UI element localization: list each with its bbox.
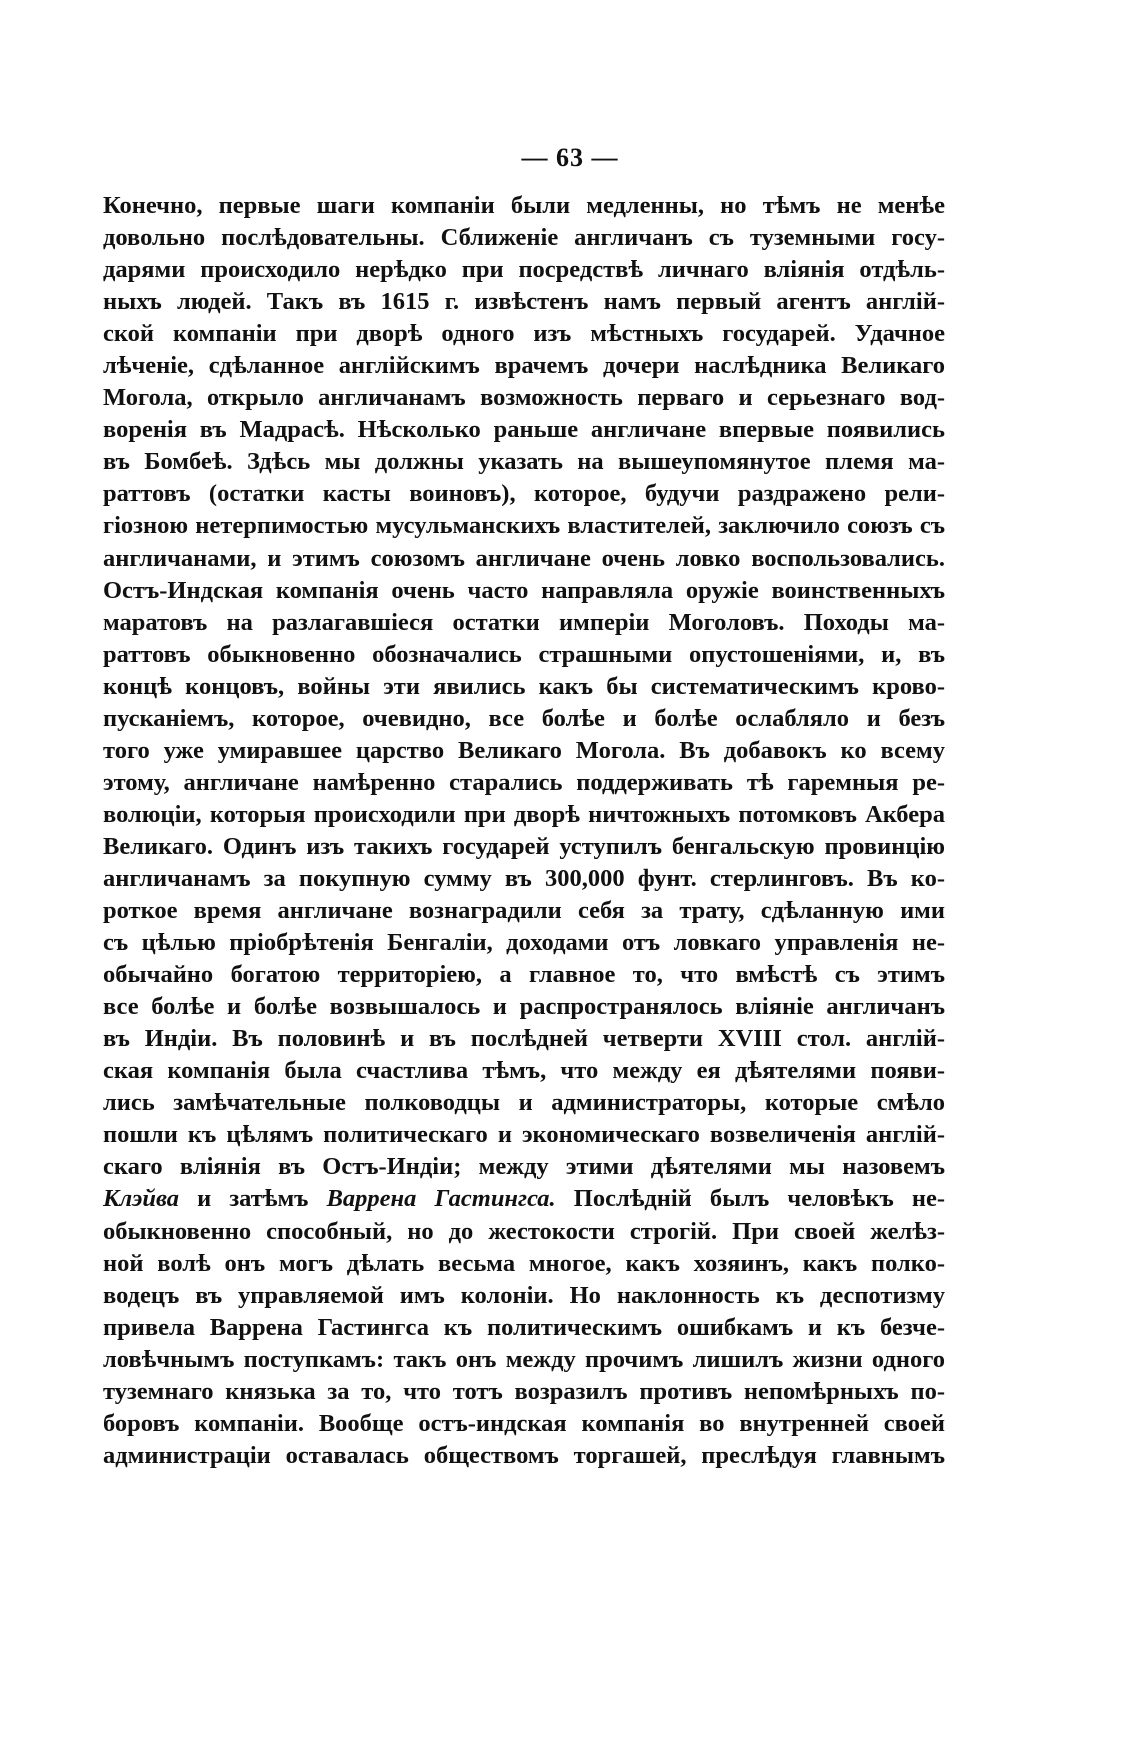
text-line: все болѣе и болѣе возвышалось и распространялось вліяніе англичанъ xyxy=(103,993,945,1021)
text-line: съ цѣлью пріобрѣтенія Бенгаліи, доходами отъ ловкаго управленія не- xyxy=(103,929,945,957)
text-line: туземнаго князька за то, что тотъ возразилъ противъ непомѣрныхъ по- xyxy=(103,1377,945,1405)
text-line: воренія въ Мадрасѣ. Нѣсколько раньше англичане впервые появились xyxy=(103,416,945,444)
text-segment: и затѣмъ xyxy=(178,1185,327,1213)
text-line: раттовъ (остатки касты воиновъ), которое, будучи раздражено рели- xyxy=(103,480,945,508)
text-line: лись замѣчательные полководцы и администраторы, которые смѣло xyxy=(103,1089,945,1117)
text-line: гіозною нетерпимостью мусульманскихъ властителей, заключило союзъ съ xyxy=(103,512,945,540)
text-line: довольно послѣдовательны. Сближеніе англичанъ съ туземными госу- xyxy=(103,224,945,252)
text-line: въ Индіи. Въ половинѣ и въ послѣдней четверти XVIII стол. англій- xyxy=(103,1025,945,1053)
text-line: пошли къ цѣлямъ политическаго и экономическаго возвеличенія англій- xyxy=(103,1121,945,1149)
text-line: раттовъ обыкновенно обозначались страшными опустошеніями, и, въ xyxy=(103,640,945,668)
text-line: Могола, открыло англичанамъ возможность перваго и серьезнаго вод- xyxy=(103,384,945,412)
text-line: лѣченіе, сдѣланное англійскимъ врачемъ дочери наслѣдника Великаго xyxy=(103,352,945,380)
text-line: концѣ концовъ, войны эти явились какъ бы систематическимъ крово- xyxy=(103,672,945,700)
text-line: пусканіемъ, которое, очевидно, все болѣе и болѣе ослабляло и безъ xyxy=(103,704,945,732)
text-line: администраціи оставалась обществомъ торгашей, преслѣдуя главнымъ xyxy=(103,1441,945,1469)
text-line: маратовъ на разлагавшіеся остатки имперіи Моголовъ. Походы ма- xyxy=(103,608,945,636)
text-line: роткое время англичане вознаградили себя за трату, сдѣланную ими xyxy=(103,897,945,925)
text-line-with-italics xyxy=(103,1183,945,1215)
page-number: — 63 — xyxy=(521,143,619,172)
text-line: Великаго. Одинъ изъ такихъ государей уступилъ бенгальскую провинцію xyxy=(103,832,945,860)
text-line: англичанами, и этимъ союзомъ англичане очень ловко воспользовались. xyxy=(103,544,945,572)
text-line: обычайно богатою территоріею, а главное то, что вмѣстѣ съ этимъ xyxy=(103,961,945,989)
text-line: обыкновенно способный, но до жестокости строгій. При своей желѣз- xyxy=(103,1217,945,1245)
text-segment: Послѣдній былъ человѣкъ не- xyxy=(555,1185,946,1213)
text-line: Остъ-Индская компанія очень часто направляла оружіе воинственныхъ xyxy=(103,576,945,604)
text-line: скаго вліянія въ Остъ-Индіи; между этими дѣятелями мы назовемъ xyxy=(103,1153,945,1181)
italic-name-hastings: Варрена Гастингса. xyxy=(326,1185,556,1213)
text-line: въ Бомбеѣ. Здѣсь мы должны указать на вышеупомянутое племя ма- xyxy=(103,448,945,476)
body-text xyxy=(103,190,945,1472)
text-line: англичанамъ за покупную сумму въ 300,000 фунт. стерлинговъ. Въ ко- xyxy=(103,864,945,892)
text-line: ская компанія была счастлива тѣмъ, что между ея дѣятелями появи- xyxy=(103,1057,945,1085)
text-line: волюціи, которыя происходили при дворѣ ничтожныхъ потомковъ Акбера xyxy=(103,800,945,828)
text-line: дарями происходило нерѣдко при посредствѣ личнаго вліянія отдѣль- xyxy=(103,256,945,284)
text-line: ской компаніи при дворѣ одного изъ мѣстныхъ государей. Удачное xyxy=(103,320,945,348)
italic-name-clive: Клэйва xyxy=(103,1185,179,1213)
text-line: Конечно, первые шаги компаніи были медленны, но тѣмъ не менѣе xyxy=(103,192,945,219)
text-line: ной волѣ онъ могъ дѣлать весьма многое, какъ хозяинъ, какъ полко- xyxy=(103,1249,945,1277)
text-line: водецъ въ управляемой имъ колоніи. Но наклонность къ деспотизму xyxy=(103,1281,945,1309)
text-line: того уже умиравшее царство Великаго Могола. Въ добавокъ ко всему xyxy=(103,736,945,764)
text-line: привела Варрена Гастингса къ политическимъ ошибкамъ и къ безче- xyxy=(103,1313,945,1341)
text-line: ловѣчнымъ поступкамъ: такъ онъ между прочимъ лишилъ жизни одного xyxy=(103,1345,945,1373)
text-line: этому, англичане намѣренно старались поддерживать тѣ гаремныя ре- xyxy=(103,768,945,796)
text-line: ныхъ людей. Такъ въ 1615 г. извѣстенъ намъ первый агентъ англій- xyxy=(103,288,945,316)
text-line: боровъ компаніи. Вообще остъ-индская компанія во внутренней своей xyxy=(103,1409,945,1437)
